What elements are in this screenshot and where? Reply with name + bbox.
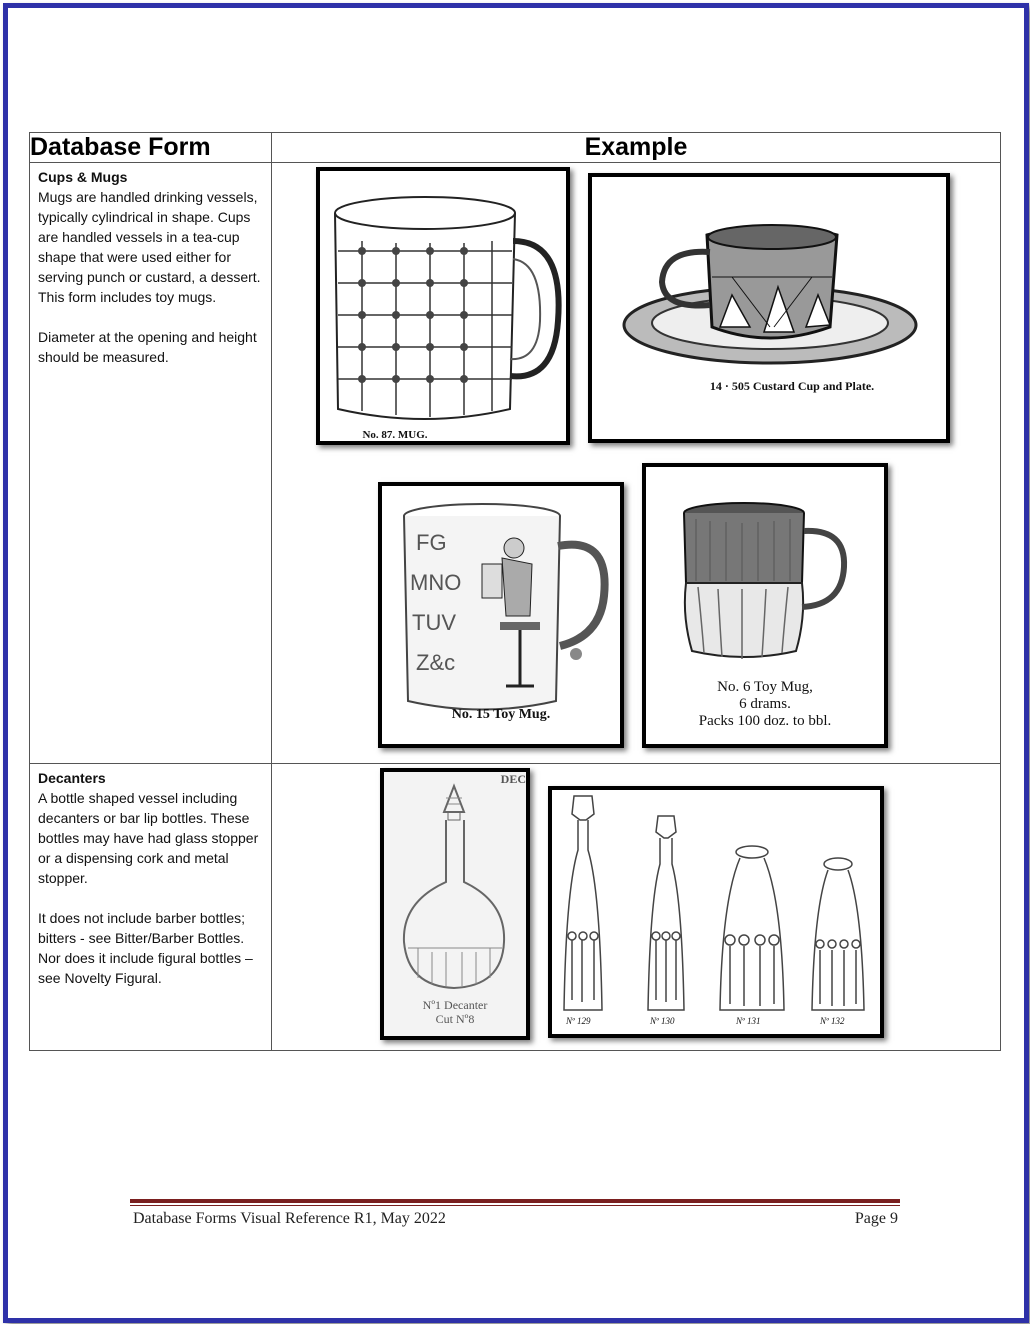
mug-87-caption: No. 87. MUG. (362, 429, 428, 441)
bottle-label-132: Nº 132 (820, 1016, 845, 1026)
toy-mug-15-illustration (378, 482, 624, 748)
bottle-label-129: Nº 129 (566, 1016, 591, 1026)
cups-mugs-paragraph-2: Diameter at the opening and height should be measured. (38, 329, 257, 365)
row-cups-mugs-description (30, 163, 272, 764)
footer-page-number: Page 9 (854, 1210, 898, 1227)
row-decanters-examples (272, 764, 1001, 1051)
bottle-label-131: Nº 131 (736, 1016, 761, 1026)
custard-cup-caption: 14 · 505 Custard Cup and Plate. (709, 379, 875, 393)
toy-mug-15-letters-2: MNO (410, 570, 462, 595)
footer-rule-thick (130, 1199, 900, 1203)
toy-mug-15-letters-4: Z&c (416, 650, 456, 675)
toy-mug-15-letters-1: FG (416, 530, 447, 555)
row-title-decanters: Decanters (38, 770, 106, 786)
row-cups-mugs-examples (272, 163, 1001, 764)
mug-87-illustration (316, 167, 570, 445)
toy-mug-15-letters-3: TUV (412, 610, 456, 635)
decanter-caption-1: Nº1 Decanter (422, 998, 488, 1012)
decanter-corner-label: DEC (500, 772, 526, 786)
header-database-form: Database Form (30, 133, 272, 163)
decanters-paragraph-1: A bottle shaped vessel including decanters or bar lip bottles. These bottles may have had glass stopper or a dispensing cork and metal stopper. (38, 790, 259, 886)
header-example: Example (272, 133, 1001, 163)
cups-mugs-paragraph-1: Mugs are handled drinking vessels, typically cylindrical in shape. Cups are handled vessels in a tea-cup shape that were used either for serving punch or custard, a dessert. This form includes toy mugs. (38, 189, 261, 305)
toy-mug-6-caption-3: Packs 100 doz. to bbl. (698, 713, 832, 729)
row-title-cups-mugs: Cups & Mugs (38, 169, 128, 185)
toy-mug-15-caption: No. 15 Toy Mug. (451, 707, 551, 722)
forms-table (29, 132, 1001, 1051)
toy-mug-6-caption-2: 6 drams. (739, 696, 791, 712)
decanter-no1-illustration (380, 768, 530, 1040)
custard-cup-illustration (588, 173, 950, 443)
bottle-label-130: Nº 130 (650, 1016, 675, 1026)
toy-mug-6-caption-1: No. 6 Toy Mug, (717, 679, 813, 695)
row-decanters-description (30, 764, 272, 1051)
decanters-row-illustration (548, 786, 884, 1038)
footer-rule-thin (130, 1205, 900, 1206)
footer-document-title: Database Forms Visual Reference R1, May 2022 (133, 1210, 446, 1227)
decanter-caption-2: Cut Nº8 (435, 1012, 475, 1026)
toy-mug-6-illustration (642, 463, 888, 748)
decanters-paragraph-2: It does not include barber bottles; bitters - see Bitter/Barber Bottles. Nor does it include figural bottles – see Novelty Figural. (38, 910, 253, 986)
